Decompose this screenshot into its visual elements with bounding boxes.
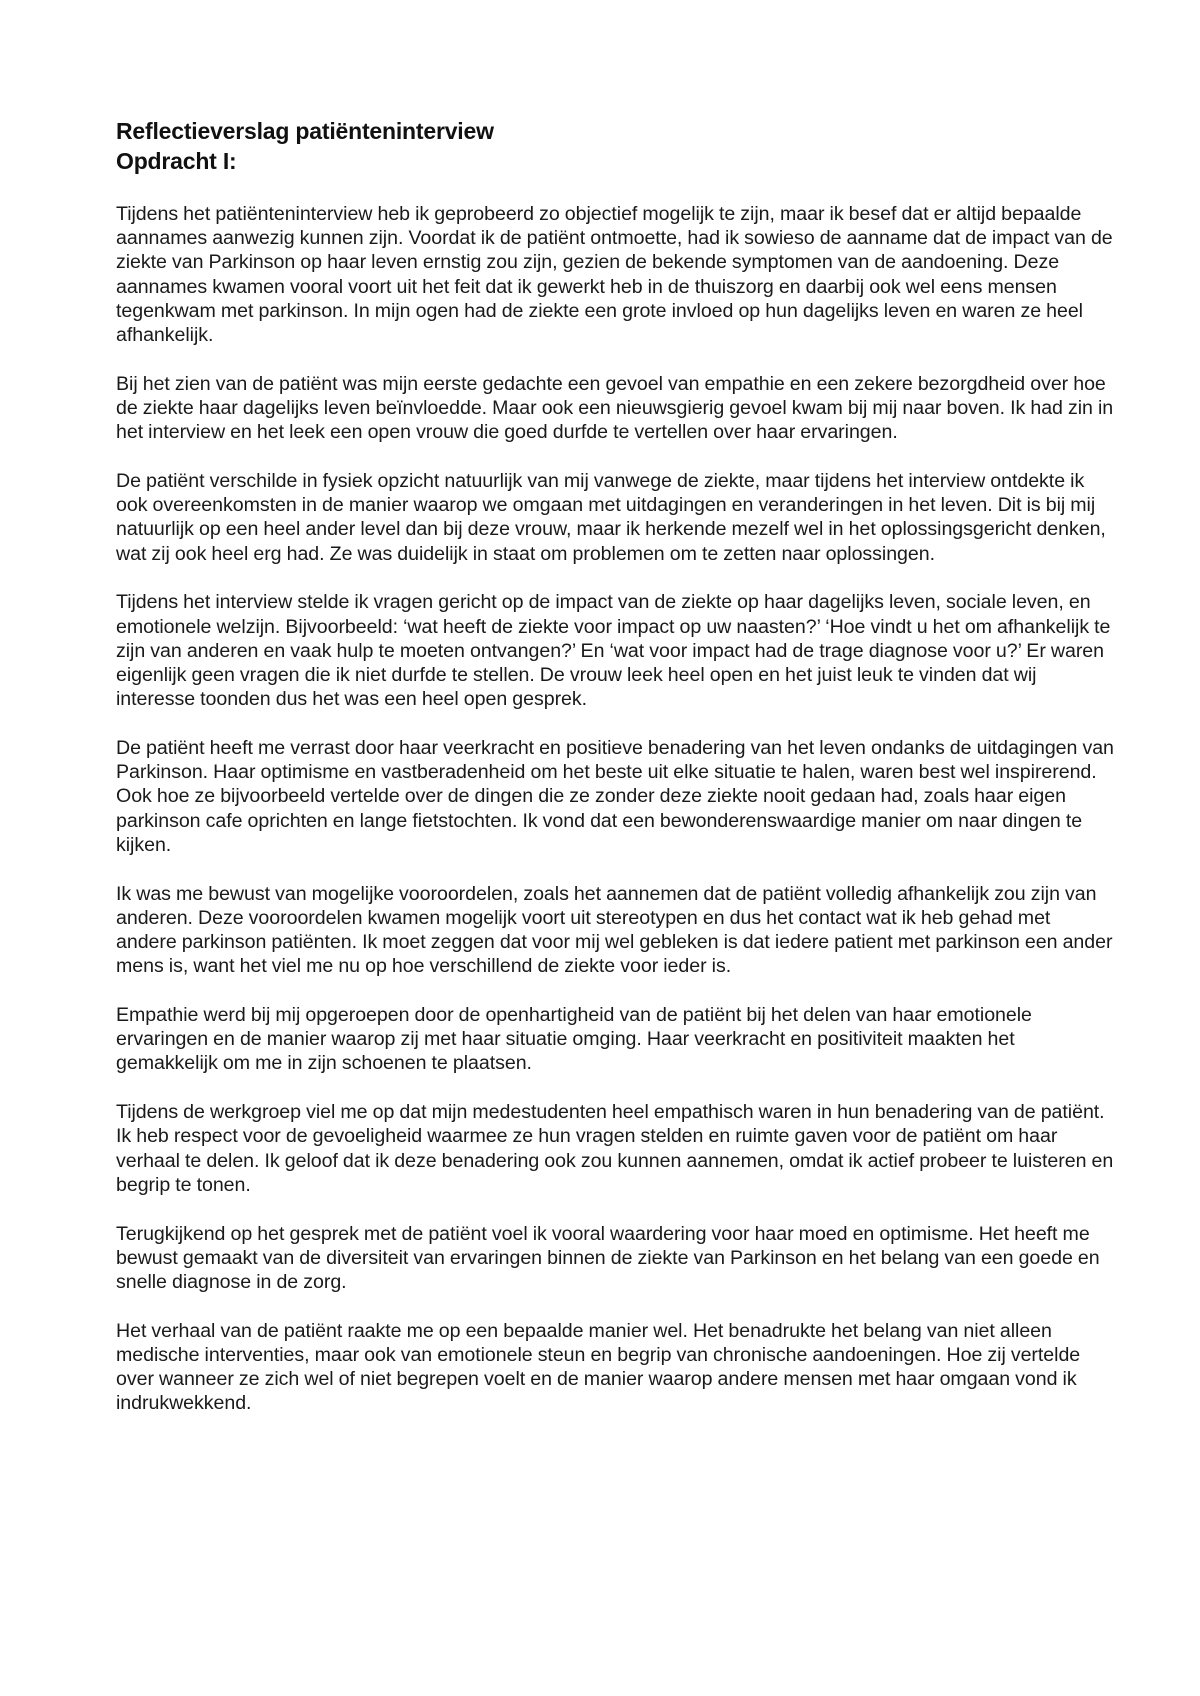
paragraph-9: Terugkijkend op het gesprek met de patiënt voel ik vooral waardering voor haar moed en optimisme. Het heeft me bewust gemaakt van de diversiteit van ervaringen binnen de ziekte van Parkinson en het belang van een goede en snelle diagnose in de zorg. <box>116 1222 1100 1294</box>
paragraph-3: De patiënt verschilde in fysiek opzicht natuurlijk van mij vanwege de ziekte, maar tijdens het interview ontdekte ik ook overeenkomsten in de manier waarop we omgaan met uitdagingen en veranderingen in het leven. Dit is bij mij natuurlijk op een heel ander level dan bij deze vrouw, maar ik herkende mezelf wel in het oplossingsgericht denken, wat zij ook heel erg had. Ze was duidelijk in staat om problemen om te zetten naar oplossingen. <box>116 470 1106 565</box>
paragraph-8: Tijdens de werkgroep viel me op dat mijn medestudenten heel empathisch waren in hun benadering van de patiënt. Ik heb respect voor de gevoeligheid waarmee ze hun vragen stelden en ruimte gaven voor de patiënt om haar verhaal te delen. Ik geloof dat ik deze benadering ook zou kunnen aannemen, omdat ik actief probeer te luisteren en begrip te tonen. <box>116 1101 1114 1196</box>
document-subtitle: Opdracht I: <box>116 148 237 174</box>
paragraph-1: Tijdens het patiënteninterview heb ik geprobeerd zo objectief mogelijk te zijn, maar ik besef dat er altijd bepaalde aannames aanwezig kunnen zijn. Voordat ik de patiënt ontmoette, had ik sowieso de aanname dat de impact van de ziekte van Parkinson op haar leven ernstig zou zijn, gezien de bekende symptomen van de aandoening. Deze aannames kwamen vooral voort uit het feit dat ik gewerkt heb in de thuiszorg en daarbij ook wel eens mensen tegenkwam met parkinson. In mijn ogen had de ziekte een grote invloed op hun dagelijks leven en waren ze heel afhankelijk. <box>116 203 1113 347</box>
document-title: Reflectieverslag patiënteninterview <box>116 118 494 144</box>
document-body <box>116 202 1116 1416</box>
paragraph-10: Het verhaal van de patiënt raakte me op een bepaalde manier wel. Het benadrukte het belang van niet alleen medische interventies, maar ook van emotionele steun en begrip van chronische aandoeningen. Hoe zij vertelde over wanneer ze zich wel of niet begrepen voelt en de manier waarop andere mensen met haar omgaan vond ik indrukwekkend. <box>116 1319 1081 1415</box>
paragraph-7: Empathie werd bij mij opgeroepen door de openhartigheid van de patiënt bij het delen van haar emotionele ervaringen en de manier waarop zij met haar situatie omging. Haar veerkracht en positiviteit maakten het gemakkelijk om me in zijn schoenen te plaatsen. <box>116 1004 1032 1075</box>
paragraph-4: Tijdens het interview stelde ik vragen gericht op de impact van de ziekte op haar dagelijks leven, sociale leven, en emotionele welzijn. Bijvoorbeeld: ‘wat heeft de ziekte voor impact op uw naasten?’ ‘Hoe vindt u het om afhankelijk te zijn van anderen en vaak hulp te moeten ontvangen?’ En ‘wat voor impact had de trage diagnose voor u?’ Er waren eigenlijk geen vragen die ik niet durfde te stellen. De vrouw leek heel open en het juist leuk te vinden dat wij interesse toonden dus het was een heel open gesprek. <box>116 591 1111 711</box>
paragraph-6: Ik was me bewust van mogelijke vooroordelen, zoals het aannemen dat de patiënt volledig afhankelijk zou zijn van anderen. Deze vooroordelen kwamen mogelijk voort uit stereotypen en dus het contact wat ik heb gehad met andere parkinson patiënten. Ik moet zeggen dat voor mij wel gebleken is dat iedere patient met parkinson een ander mens is, want het viel me nu op hoe verschillend de ziekte voor ieder is. <box>116 882 1113 978</box>
paragraph-2: Bij het zien van de patiënt was mijn eerste gedachte een gevoel van empathie en een zekere bezorgdheid over hoe de ziekte haar dagelijks leven beïnvloedde. Maar ook een nieuwsgierig gevoel kwam bij mij naar boven. Ik had zin in het interview en het leek een open vrouw die goed durfde te vertellen over haar ervaringen. <box>116 372 1114 444</box>
paragraph-5: De patiënt heeft me verrast door haar veerkracht en positieve benadering van het leven ondanks de uitdagingen van Parkinson. Haar optimisme en vastberadenheid om het beste uit elke situatie te halen, waren best wel inspirerend. Ook hoe ze bijvoorbeeld vertelde over de dingen die ze zonder deze ziekte nooit gedaan had, zoals haar eigen parkinson cafe oprichten en lange fietstochten. Ik vond dat een bewonderenswaardige manier om naar dingen te kijken. <box>116 737 1114 856</box>
